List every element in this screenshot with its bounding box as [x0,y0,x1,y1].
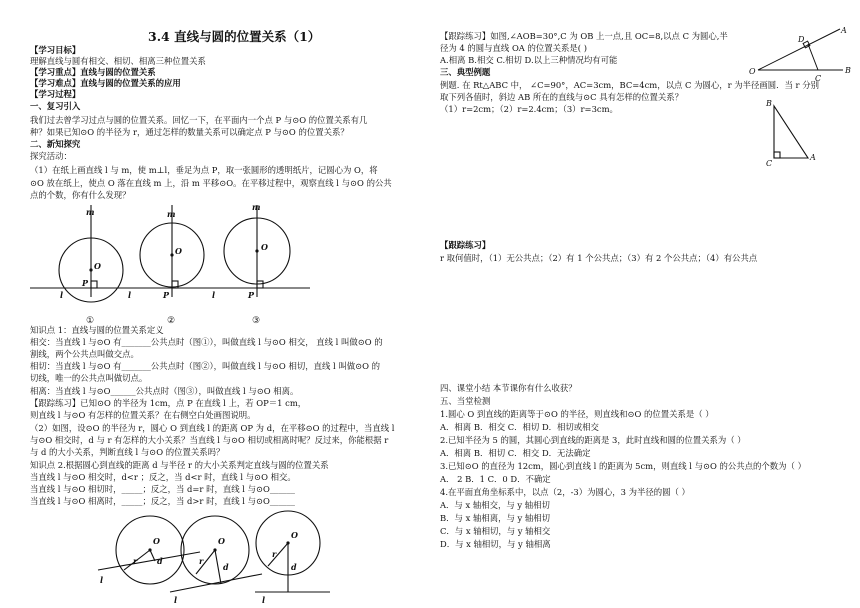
label-l: l [100,575,104,585]
label-m: m [86,207,95,217]
question-2-options: A．相离 B．相切 C．相交 D．无法确定 [440,448,591,458]
text-line: 点的个数，你有什么发现？ [30,190,131,200]
angle-aob-figure [748,25,858,85]
question-2: 2.已知半径为 5 的圆，其圆心到直线的距离是 3，此时直线和圆的位置关系为（ ） [440,435,746,445]
label-d: d [291,562,297,572]
tracking-exercise: 【跟踪练习】已知⊙O 的半径为 1cm，点 P 在直线 l 上，若 OP＝1 cm， [30,398,307,408]
knowledge-point-2: 知识点 2.根据圆心到直线的距离 d 与半径 r 的大小关系判定直线与圆的位置关系 [30,460,329,470]
label-r: r [199,556,204,566]
label-l: l [128,290,132,300]
label-d: d [223,562,229,572]
label-o: O [749,67,756,76]
text-line: 则直线 l 与⊙O 有怎样的位置关系？在右侧空白处画图说明。 [30,410,256,420]
question-4: 4.在平面直角坐标系中，以点（2，-3）为圆心，3 为半径的圆（ ） [440,487,690,497]
text-line: ⊙O 放在纸上，使点 O 落在直线 m 上，沿 m 平移⊙O。在平移过程中，观察直线 l 与⊙O 的公共 [30,178,392,188]
section-test: 五、当堂检测 [440,396,491,406]
label-r: r [133,556,138,566]
label-o: O [291,530,298,540]
label-o: O [153,536,160,546]
label-c: C [815,74,822,83]
question-4-option-c: C．与 x 轴相切，与 y 轴相交 [440,526,551,536]
text-line: 切线，唯一的公共点叫做切点。 [30,373,148,383]
figure-number-1: ① [86,316,95,326]
tracking-question: r 取何值时，（1）无公共点；（2）有 1 个公共点；（3）有 2 个公共点；（4）有公共点 [440,253,758,263]
label-r: r [272,549,277,559]
example-text: 取下列各值时，斜边 AB 所在的直线与⊙C 具有怎样的位置关系？ [440,92,683,102]
heading-key-points: 【学习重点】直线与圆的位置关系 [30,67,156,77]
section-review: 一、复习引入 [30,101,81,111]
section-summary: 四、课堂小结 本节课你有什么收获？ [440,383,577,393]
text-line: （2）如图，设⊙O 的半径为 r，圆心 O 到直线 l 的距离 OP 为 d，在平移⊙O 的过程中，当直线 l [30,423,395,433]
label-o: O [218,536,225,546]
label-a: A [841,26,847,35]
question-4-option-b: B．与 x 轴相离，与 y 轴相切 [440,513,551,523]
text-line: 径为 4 的圆与直线 OA 的位置关系是( ) [440,43,587,53]
text-line: 探究活动： [30,151,72,161]
label-d: d [157,556,163,566]
text-line: （1）在纸上画直线 l 与 m，使 m⊥l，垂足为点 P，取一张圆形的透明纸片，记圆心为 O，将 [30,165,378,175]
text-line: 种？如果已知⊙O 的半径为 r，通过怎样的数量关系可以确定点 P 与⊙O 的位置关系？ [30,127,349,137]
label-m: m [167,209,176,219]
tracking-exercise: 【跟踪练习】如图,∠AOB=30°,C 为 OB 上一点,且 OC=8,以点 C 为圆心,半 [440,31,728,41]
example-text: 例题. 在 Rt△ABC 中， ∠C=90°，AC=3cm，BC=4cm，以点 C 为圆心，r 为半径画圆．当 r 分别 [440,80,819,90]
label-l: l [212,290,216,300]
text-line: 相交：当直线 l 与⊙O 有_______公共点时（图①），叫做直线 l 与⊙O 相交， 直线 l 叫做⊙O 的 [30,337,383,347]
text-line: 我们过去曾学习过点与圆的位置关系。回忆一下，在平面内一个点 P 与⊙O 的位置关系有几 [30,115,368,125]
label-b: B [766,99,772,108]
circle-line-figures [0,202,430,333]
heading-difficult-points: 【学习难点】直线与圆的位置关系的应用 [30,78,181,88]
text-line: 当直线 l 与⊙O 相交时，d<r ；反之，当 d<r 时，直线 l 与⊙O 相交。 [30,472,296,482]
label-p: P [248,290,255,300]
heading-process: 【学习过程】 [30,89,81,99]
section-examples: 三、典型例题 [440,67,491,77]
question-4-option-d: D．与 x 轴相切，与 y 轴相离 [440,539,551,549]
label-c: C [766,159,773,168]
text-line: 割线，两个公共点叫做交点。 [30,349,139,359]
label-o: O [175,246,182,256]
label-p: P [163,290,170,300]
knowledge-point-1: 知识点 1：直线与圆的位置关系定义 [30,325,164,335]
example-cases: （1）r=2cm；（2）r=2.4cm；（3）r=3cm。 [440,104,618,114]
label-o: O [94,261,101,271]
label-o: O [261,242,268,252]
text-line: 当直线 l 与⊙O 相切时，_____；反之，当 d=r 时，直线 l 与⊙O______ [30,484,295,494]
label-a: A [810,153,816,162]
question-1-options: A．相离 B．相交 C．相切 D．相切或相交 [440,422,599,432]
text-line: 相离：当直线 l 与⊙O______公共点时（图③），叫做直线 l 与⊙O 相离。 [30,386,299,396]
page-title: 3.4 直线与圆的位置关系（1） [148,29,321,44]
question-3-options: A． 2 B．1 C．0 D．不确定 [440,474,551,484]
question-4-option-a: A．与 x 轴相交，与 y 轴相切 [440,500,550,510]
label-d: D [798,35,805,44]
label-b: B [845,66,851,75]
heading-learning-goals: 【学习目标】 [30,45,81,55]
right-triangle-figure [764,98,844,178]
text-line: 理解直线与圆有相交、相切、相离三种位置关系 [30,56,206,66]
label-l: l [174,595,178,605]
label-l: l [60,290,64,300]
label-p: P [82,278,89,288]
section-explore: 二、新知探究 [30,139,81,149]
label-l: l [262,595,266,605]
question-3: 3.已知⊙O 的直径为 12cm，圆心到直线 l 的距离为 5cm，则直线 l 与⊙O 的公共点的个数为（ ） [440,461,806,471]
heading-tracking: 【跟踪练习】 [440,240,491,250]
text-line: 当直线 l 与⊙O 相离时，_____；反之，当 d>r 时，直线 l 与⊙O______ [30,496,295,506]
options-line: A.相离 B.相交 C.相切 D.以上三种情况均有可能 [440,55,618,65]
text-line: 与 d 的大小关系，判断直线 l 与⊙O 的位置关系吗？ [30,447,225,457]
label-m: m [252,202,261,212]
question-1: 1.圆心 O 到直线的距离等于⊙O 的半径，则直线和⊙O 的位置关系是（ ） [440,409,714,419]
figure-number-2: ② [167,316,176,326]
text-line: 相切：当直线 l 与⊙O 有_______公共点时（图②），叫做直线 l 与⊙O 相切，直线 l 叫做⊙O 的 [30,361,381,371]
distance-radius-figures [0,508,430,608]
figure-number-3: ③ [252,316,261,326]
text-line: 与⊙O 相交时，d 与 r 有怎样的大小关系？当直线 l 与⊙O 相切或相离时呢？反过来，你能根据 r [30,435,389,445]
